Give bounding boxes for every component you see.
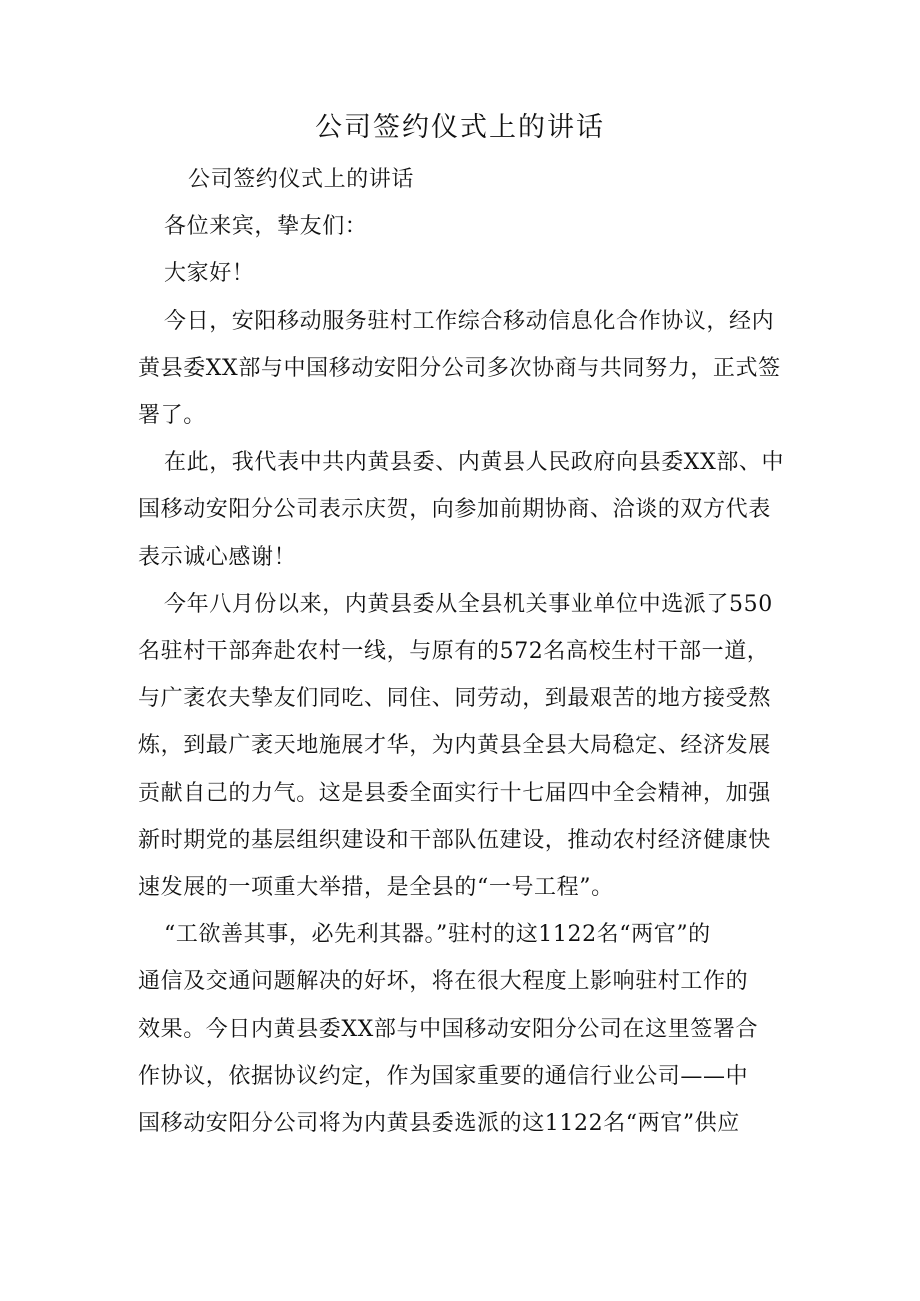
text-line: 效果。今日内黄县委XX部与中国移动安阳分公司在这里签署合 [138,1016,759,1042]
text-line: 在此，我代表中共内黄县委、内黄县人民政府向县委XX部、中 [164,450,785,476]
text-line: 新时期党的基层组织建设和干部队伍建设，推动农村经济健康快 [138,827,771,853]
text-line: 贡献自己的力气。这是县委全面实行十七届四中全会精神，加强 [138,780,771,806]
salutation: 大家好！ [164,261,255,287]
text-line: 通信及交通问题解决的好坏，将在很大程度上影响驻村工作的 [138,969,749,995]
text-line: 黄县委XX部与中国移动安阳分公司多次协商与共同努力，正式签 [138,355,781,381]
document-title: 公司签约仪式上的讲话 [315,112,605,143]
paragraph-1 [138,298,786,440]
document-body [138,156,786,1147]
text-line: 署了。 [138,403,206,429]
text-line: 今日，安阳移动服务驻村工作综合移动信息化合作协议，经内 [164,308,775,334]
text-line: 名驻村干部奔赴农村一线，与原有的572名高校生村干部一道， [138,639,770,665]
text-line: 与广袤农夫挚友们同吃、同住、同劳动，到最艰苦的地方接受熬 [138,686,771,712]
text-line: 速发展的一项重大举措，是全县的“一号工程”。 [138,875,614,901]
paragraph-2 [138,439,786,581]
document-subtitle: 公司签约仪式上的讲话 [188,167,415,192]
paragraph-4 [138,911,786,1147]
text-line: 作协议，依据协议约定，作为国家重要的通信行业公司——中 [138,1063,749,1089]
text-line: 国移动安阳分公司将为内黄县委选派的这1122名“两官”供应 [138,1111,740,1137]
greeting: 各位来宾，挚友们： [164,214,368,240]
text-line: 国移动安阳分公司表示庆贺，向参加前期协商、洽谈的双方代表 [138,497,771,523]
text-line: 炼，到最广袤天地施展才华，为内黄县全县大局稳定、经济发展 [138,733,771,759]
text-line: 表示诚心感谢！ [138,544,297,570]
paragraph-3 [138,581,786,911]
text-line: “工欲善其事，必先利其器。”驻村的这1122名“两官”的 [164,922,711,948]
text-line: 今年八月份以来，内黄县委从全县机关事业单位中选派了550 [164,591,773,617]
